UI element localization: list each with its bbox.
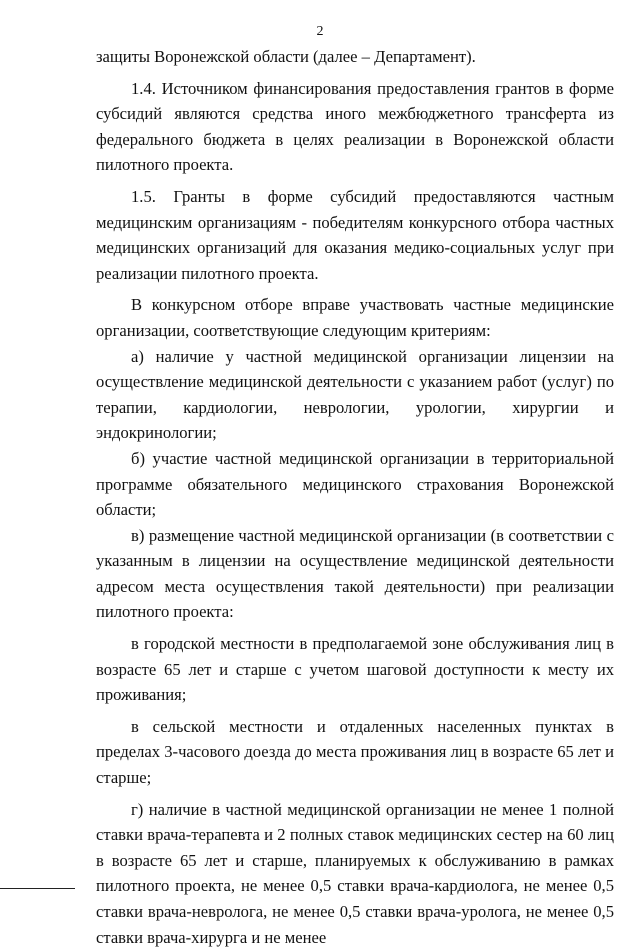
paragraph-1-5: 1.5. Гранты в форме субсидий предоставляются частным медицинским организациям - победителям конкурсного отбора частных медицинских организаций для оказания медико-социальных услуг при реализации пилотного проекта. (96, 186, 614, 283)
criterion-b: б) участие частной медицинской организации в территориальной программе обязательного медицинского страхования Воронежской области; (96, 448, 614, 520)
paragraph-selection-criteria: В конкурсном отборе вправе участвовать частные медицинские организации, соответствующие следующим критериям: (96, 295, 614, 340)
criterion-a: а) наличие у частной медицинской организации лицензии на осуществление медицинской деятельности с указанием работ (услуг) по терапии, кардиологии, неврологии, урологии, хирургии и эндокринологии; (96, 346, 614, 443)
criterion-v: в) размещение частной медицинской организации (в соответствии с указанным в лицензии на осуществление медицинской деятельности адресом места осуществления такой деятельности) при реализации пилотного проекта: (96, 525, 614, 622)
document-body (96, 44, 614, 950)
urban-location-condition: в городской местности в предполагаемой зоне обслуживания лиц в возрасте 65 лет и старше с учетом шаговой доступности к месту их проживания; (96, 634, 614, 705)
rural-location-condition: в сельской местности и отдаленных населенных пунктах в пределах 3-часового доезда до места проживания лиц в возрасте 65 лет и старше; (96, 716, 614, 788)
paragraph-continuation: защиты Воронежской области (далее – Департамент). (96, 47, 476, 66)
page-number: 2 (316, 24, 324, 39)
footer-divider (0, 888, 75, 889)
paragraph-1-4: 1.4. Источником финансирования предоставления грантов в форме субсидий являются средства иного межбюджетного трансферта из федерального бюджета в целях реализации в Воронежской области пилотного проекта. (96, 78, 614, 175)
criterion-g: г) наличие в частной медицинской организации не менее 1 полной ставки врача-терапевта и 2 полных ставок медицинских сестер на 60 лиц в возрасте 65 лет и старше, планируемых к обслуживанию в рамках пилотного проекта, не менее 0,5 ставки врача-кардиолога, не менее 0,5 ставки врача-невролога, не менее 0,5 ставки врача-уролога, не менее 0,5 ставки врача-хирурга и не менее (96, 799, 614, 947)
